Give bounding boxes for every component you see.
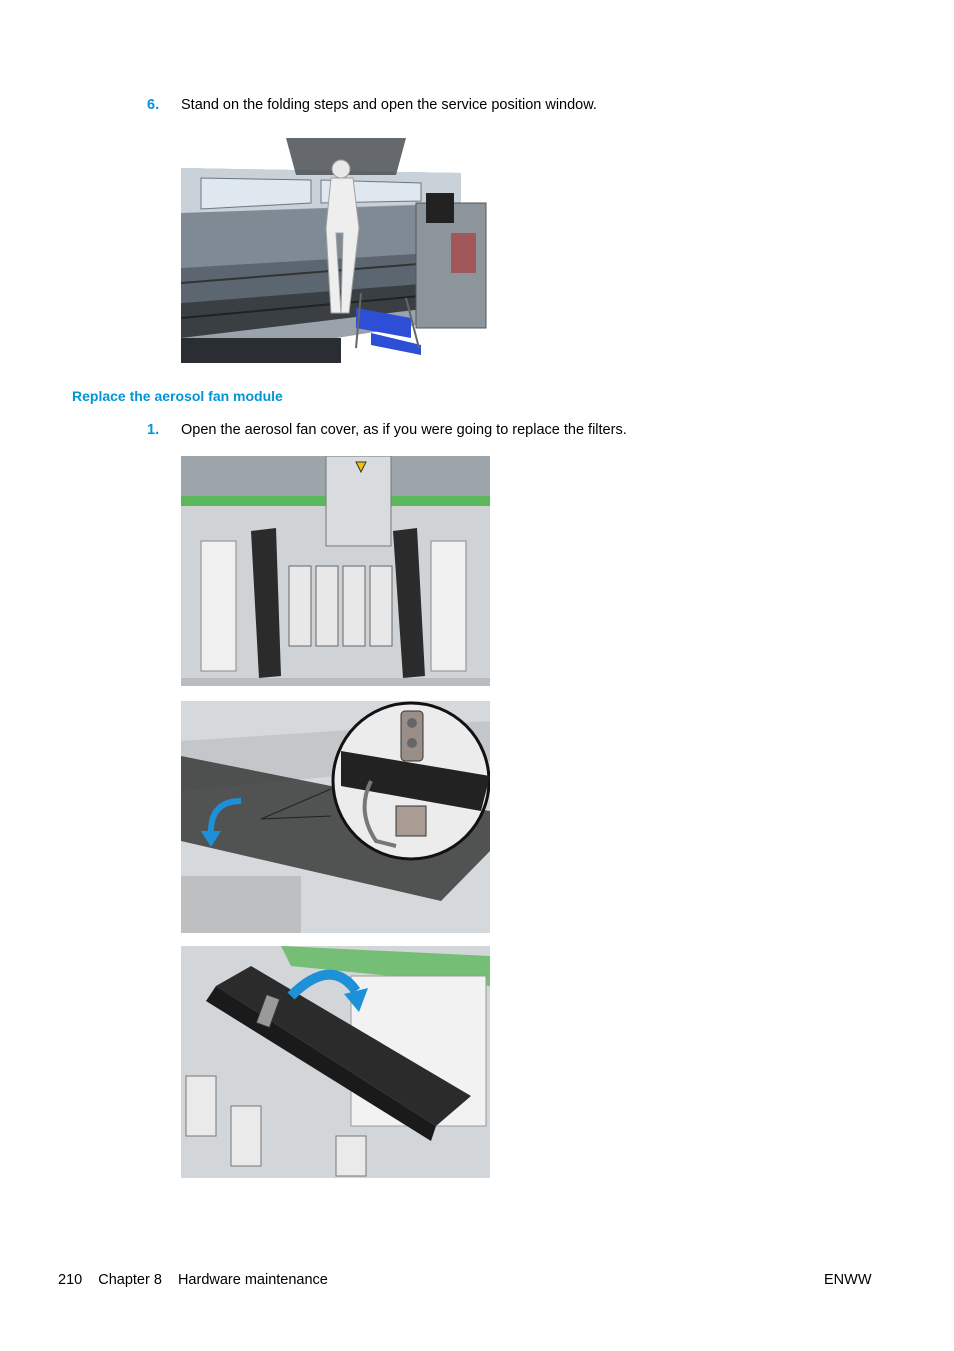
- section-heading: Replace the aerosol fan module: [72, 388, 283, 404]
- printer-service-illustration: [181, 133, 489, 363]
- carriage-aerosol-covers-illustration: [181, 456, 490, 686]
- footer-right: ENWW: [824, 1272, 872, 1288]
- chapter-label: Chapter 8: [98, 1272, 162, 1288]
- step-number: 6.: [147, 97, 160, 113]
- cover-open-rotation-illustration: [181, 946, 490, 1178]
- cover-latch-detail-illustration: [181, 701, 490, 933]
- page-number: 210: [58, 1272, 83, 1288]
- step-number: 1.: [147, 422, 160, 438]
- step-text: Stand on the folding steps and open the service position window.: [181, 97, 597, 113]
- footer-left: [58, 1272, 340, 1288]
- chapter-title: Hardware maintenance: [177, 1272, 328, 1288]
- step-text: Open the aerosol fan cover, as if you were going to replace the filters.: [181, 422, 627, 438]
